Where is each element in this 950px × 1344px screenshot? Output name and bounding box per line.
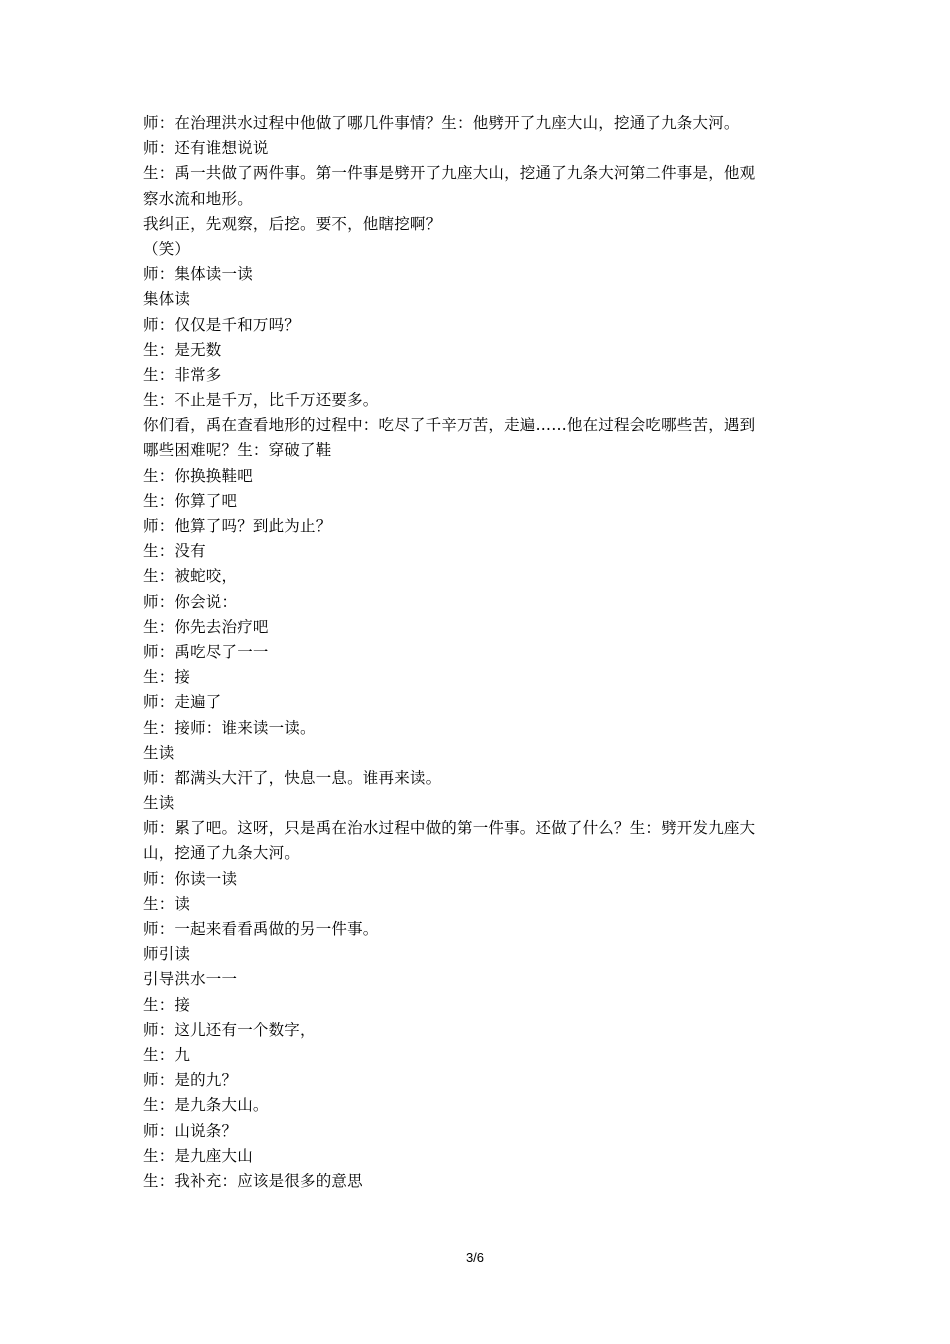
text-line: 师：这儿还有一个数字， xyxy=(143,1020,316,1039)
text-line: 生：接 xyxy=(143,668,191,687)
text-line: 师：一起来看看禹做的另一件事。 xyxy=(143,920,379,938)
text-line: 师：走遍了 xyxy=(143,693,222,712)
text-line: 生：是九座大山 xyxy=(143,1146,253,1165)
text-line: 集体读 xyxy=(143,290,191,309)
text-line: 师：在治理洪水过程中他做了哪几件事情？生：他劈开了九座大山，挖通了九条大河。 xyxy=(143,114,740,132)
text-line: 师引读 xyxy=(143,945,191,964)
text-line: 生：九 xyxy=(143,1045,191,1064)
text-line: 我纠正，先观察，后挖。要不，他瞎挖啊？ xyxy=(143,214,442,233)
text-line: 师：累了吧。这呀，只是禹在治水过程中做的第一件事。还做了什么？生：劈开发九座大 xyxy=(143,819,756,838)
text-line: 生：你先去治疗吧 xyxy=(143,617,269,636)
text-line: 师：还有谁想说说 xyxy=(143,139,269,158)
text-line: 山，挖通了九条大河。 xyxy=(143,844,301,863)
text-line: 师：你会说： xyxy=(143,592,238,611)
text-line: （笑） xyxy=(143,239,191,258)
text-line: 生：你算了吧 xyxy=(143,491,238,510)
text-line: 师：仅仅是千和万吗？ xyxy=(143,315,301,334)
text-line: 师：集体读一读 xyxy=(143,265,253,284)
text-line: 生：读 xyxy=(143,894,191,913)
text-line: 生读 xyxy=(143,794,175,813)
text-line: 生：是无数 xyxy=(143,340,222,359)
text-line: 师：是的九？ xyxy=(143,1071,238,1090)
text-line: 生：接 xyxy=(143,995,191,1014)
text-line: 生：非常多 xyxy=(143,365,222,384)
text-line: 生：禹一共做了两件事。第一件事是劈开了九座大山，挖通了九条大河第二件事是，他观 xyxy=(143,164,756,183)
text-line: 生：不止是千万，比千万还要多。 xyxy=(143,391,379,410)
text-line: 师：山说条？ xyxy=(143,1121,238,1140)
text-line: 师：禹吃尽了一一 xyxy=(143,642,269,661)
text-line: 生读 xyxy=(143,743,175,762)
text-line: 引导洪水一一 xyxy=(143,970,238,989)
text-line: 生：你换换鞋吧 xyxy=(143,466,253,485)
text-line: 你们看，禹在查看地形的过程中：吃尽了千辛万苦，走遍……他在过程会吃哪些苦，遇到 xyxy=(143,416,756,435)
text-line: 生：没有 xyxy=(143,542,206,561)
text-line: 师：他算了吗？到此为止？ xyxy=(143,517,332,535)
text-line: 生：被蛇咬， xyxy=(143,567,238,586)
page-number: 3/6 xyxy=(465,1250,485,1265)
text-line: 师：都满头大汗了，快息一息。谁再来读。 xyxy=(143,768,442,787)
text-line: 生：是九条大山。 xyxy=(143,1096,269,1115)
text-line: 生：我补充：应该是很多的意思 xyxy=(143,1171,363,1190)
text-line: 师：你读一读 xyxy=(143,869,238,888)
text-line: 生：接师：谁来读一读。 xyxy=(143,718,316,737)
text-line: 哪些困难呢？生：穿破了鞋 xyxy=(143,441,332,460)
document-body xyxy=(143,111,811,1194)
text-line: 察水流和地形。 xyxy=(143,189,253,208)
